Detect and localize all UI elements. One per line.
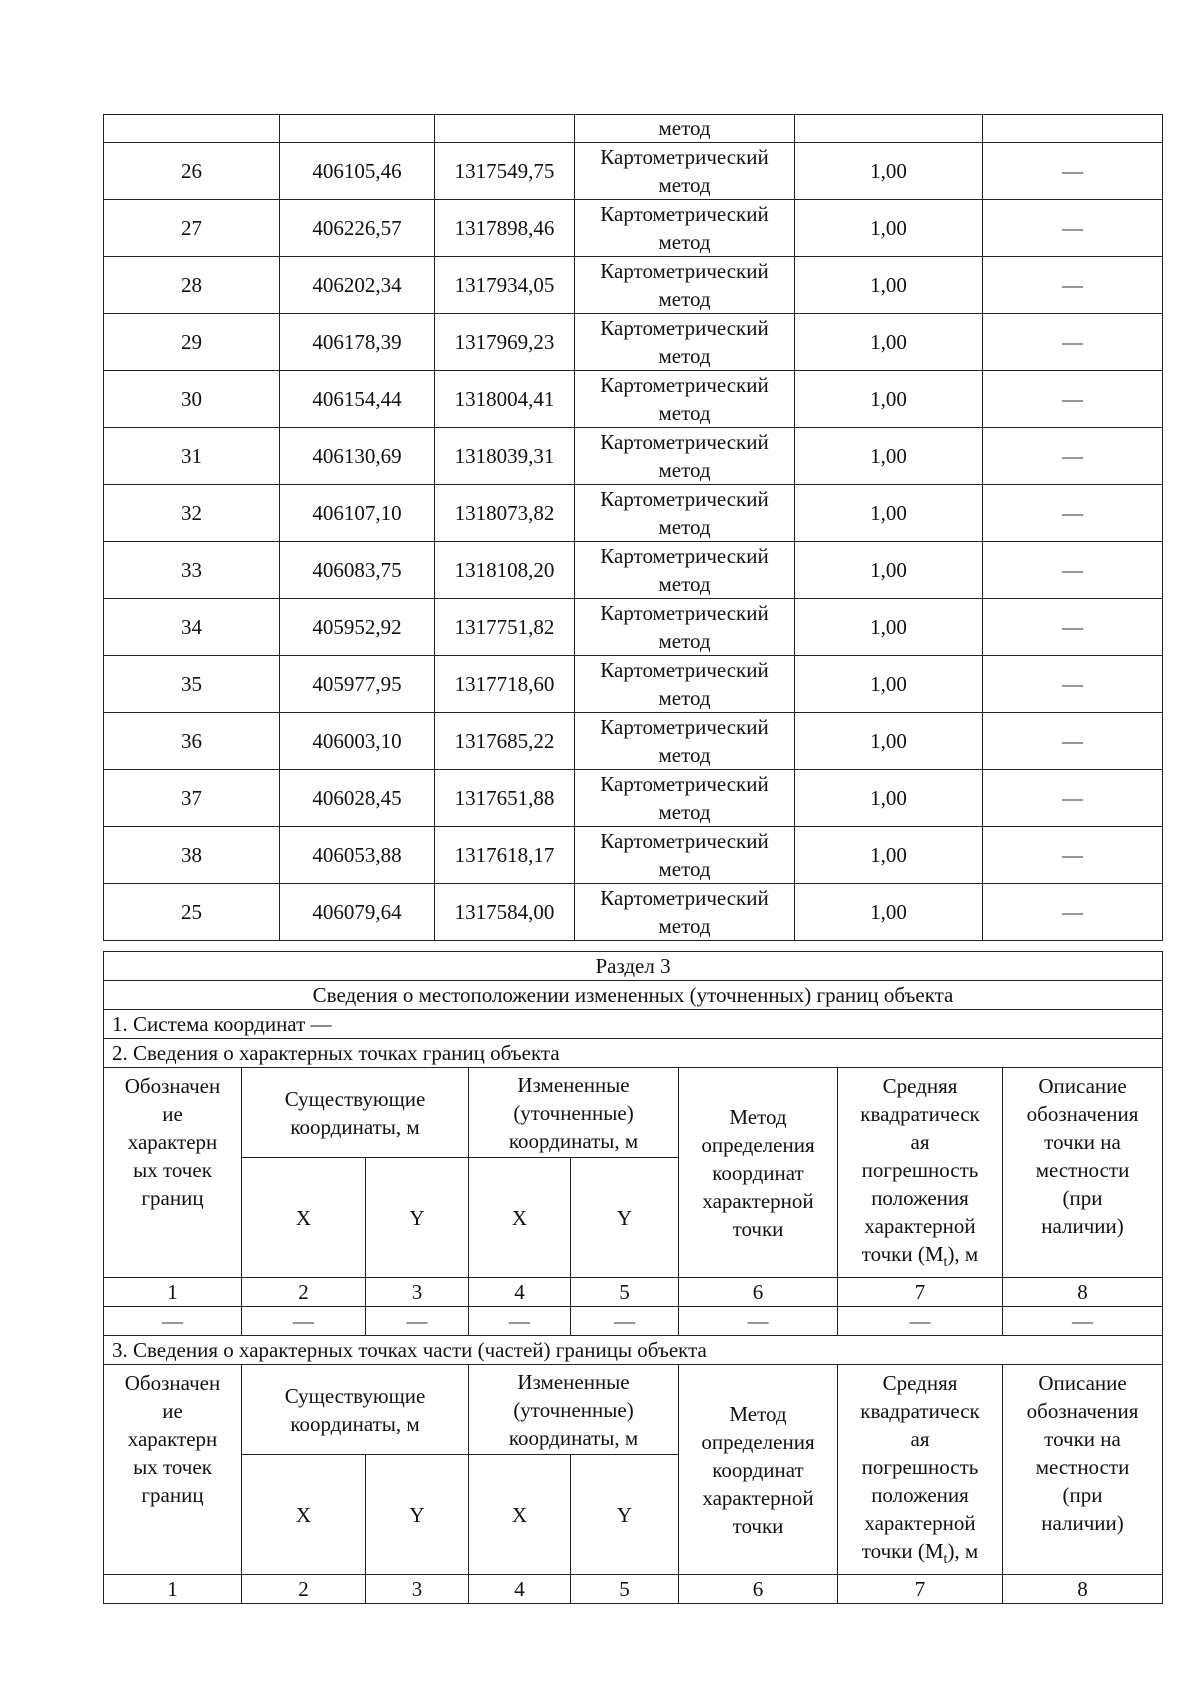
header-line: границ — [141, 1483, 204, 1508]
header-line: характерной — [702, 1188, 814, 1213]
empty-dash: — — [104, 1307, 242, 1336]
header-line: координаты, м — [508, 1128, 639, 1153]
description-dash: — — [983, 599, 1163, 656]
method-cell — [575, 485, 795, 542]
header-line — [838, 1240, 1002, 1277]
header-description — [1003, 1068, 1163, 1278]
description-dash: — — [983, 827, 1163, 884]
empty-row — [104, 1307, 1163, 1336]
method-line: Картометрический — [600, 772, 769, 796]
empty-dash: — — [679, 1307, 838, 1336]
accuracy-value: 1,00 — [795, 599, 983, 656]
header-description — [1003, 1365, 1163, 1575]
accuracy-value: 1,00 — [795, 827, 983, 884]
description-dash: — — [983, 884, 1163, 941]
description-dash: — — [983, 257, 1163, 314]
header-line: характерн — [127, 1427, 218, 1452]
description-dash: — — [983, 143, 1163, 200]
header-text: ), м — [947, 1539, 979, 1564]
header-line: точки — [732, 1216, 784, 1241]
description-dash: — — [983, 314, 1163, 371]
method-line: Картометрический — [600, 487, 769, 511]
header-line: точки — [732, 1513, 784, 1538]
header-point-designation — [104, 1068, 242, 1278]
header-line: ая — [910, 1427, 930, 1452]
table-row — [104, 143, 1163, 200]
header-line: Метод — [729, 1104, 787, 1129]
x-column-header: X — [242, 1455, 366, 1575]
x-coordinate: 406107,10 — [280, 485, 435, 542]
x-coordinate: 406130,69 — [280, 428, 435, 485]
method-line: метод — [658, 458, 711, 482]
column-number: 6 — [679, 1575, 838, 1604]
x-column-header: X — [469, 1455, 571, 1575]
column-number: 4 — [469, 1575, 571, 1604]
header-line: характерной — [702, 1485, 814, 1510]
section3-table — [103, 951, 1163, 1604]
point-number: 34 — [104, 599, 280, 656]
method-line: Картометрический — [600, 430, 769, 454]
method-line: метод — [658, 686, 711, 710]
table-row — [104, 428, 1163, 485]
table-row — [104, 200, 1163, 257]
point-number: 37 — [104, 770, 280, 827]
header-line: координат — [712, 1457, 804, 1482]
y-column-header: Y — [366, 1158, 469, 1278]
point-number: 33 — [104, 542, 280, 599]
accuracy-value: 1,00 — [795, 143, 983, 200]
section-title: Раздел 3 — [104, 952, 1163, 981]
method-cell — [575, 314, 795, 371]
description-dash: — — [983, 542, 1163, 599]
method-line: Картометрический — [600, 715, 769, 739]
method-cell — [575, 428, 795, 485]
description-dash: — — [983, 200, 1163, 257]
header-line: координат — [712, 1160, 804, 1185]
accuracy-value: 1,00 — [795, 656, 983, 713]
column-number: 4 — [469, 1278, 571, 1307]
y-coordinate: 1317898,46 — [435, 200, 575, 257]
empty-dash: — — [571, 1307, 679, 1336]
accuracy-value: 1,00 — [795, 371, 983, 428]
table-row — [104, 371, 1163, 428]
point-number: 28 — [104, 257, 280, 314]
header-line: (при — [1062, 1186, 1103, 1210]
x-column-header: X — [469, 1158, 571, 1278]
method-cell: метод — [575, 115, 795, 143]
header-block-part2 — [104, 1068, 1163, 1307]
method-cell — [575, 200, 795, 257]
x-coordinate: 406178,39 — [280, 314, 435, 371]
header-line: точки на — [1044, 1130, 1121, 1154]
empty-dash: — — [1003, 1307, 1163, 1336]
method-line: Картометрический — [600, 886, 769, 910]
subscript: t — [943, 1255, 948, 1271]
header-line: Обозначен — [124, 1371, 221, 1396]
method-line: метод — [658, 401, 711, 425]
point-number: 26 — [104, 143, 280, 200]
continuation-row — [104, 115, 1163, 143]
column-number: 2 — [242, 1278, 366, 1307]
column-number: 6 — [679, 1278, 838, 1307]
x-coordinate: 406083,75 — [280, 542, 435, 599]
y-coordinate: 1317969,23 — [435, 314, 575, 371]
x-coordinate: 406105,46 — [280, 143, 435, 200]
y-column-header: Y — [571, 1158, 679, 1278]
header-changed-coordinates — [469, 1068, 679, 1158]
table-row — [104, 599, 1163, 656]
subscript: t — [943, 1552, 948, 1568]
description-dash: — — [983, 770, 1163, 827]
header-line: (уточненные) — [513, 1100, 634, 1125]
x-coordinate: 406079,64 — [280, 884, 435, 941]
header-line: местности — [1035, 1455, 1130, 1480]
method-line: Картометрический — [600, 601, 769, 625]
table-row — [104, 884, 1163, 941]
header-text: точки (M — [861, 1539, 944, 1564]
description-dash: — — [983, 485, 1163, 542]
header-line: определения — [701, 1429, 815, 1454]
header-line: Описание — [1038, 1074, 1127, 1098]
method-line: метод — [658, 629, 711, 653]
y-column-header: Y — [366, 1455, 469, 1575]
point-number: 36 — [104, 713, 280, 770]
section-subtitle: Сведения о местоположении измененных (уточненных) границ объекта — [104, 981, 1163, 1010]
header-line: (уточненные) — [513, 1397, 634, 1422]
point-number: 25 — [104, 884, 280, 941]
part3-title: 3. Сведения о характерных точках части (частей) границы объекта — [104, 1336, 1163, 1365]
accuracy-value: 1,00 — [795, 314, 983, 371]
accuracy-value: 1,00 — [795, 257, 983, 314]
accuracy-value: 1,00 — [795, 884, 983, 941]
y-coordinate: 1317751,82 — [435, 599, 575, 656]
method-line: метод — [658, 344, 711, 368]
column-number: 5 — [571, 1278, 679, 1307]
table-row — [104, 542, 1163, 599]
header-line: наличии) — [1041, 1511, 1124, 1536]
header-line: характерной — [864, 1214, 976, 1238]
description-dash: — — [983, 656, 1163, 713]
method-line: метод — [658, 287, 711, 311]
header-line: погрешность — [861, 1455, 979, 1480]
method-cell — [575, 827, 795, 884]
empty-dash: — — [242, 1307, 366, 1336]
method-line: Картометрический — [600, 145, 769, 169]
method-cell — [575, 257, 795, 314]
method-cell — [575, 599, 795, 656]
y-coordinate: 1318004,41 — [435, 371, 575, 428]
point-number: 30 — [104, 371, 280, 428]
header-line: Измененные — [517, 1369, 630, 1394]
x-coordinate: 406226,57 — [280, 200, 435, 257]
table-row — [104, 770, 1163, 827]
method-line: Картометрический — [600, 544, 769, 568]
header-line: Средняя — [882, 1371, 958, 1396]
method-cell — [575, 656, 795, 713]
method-line: Картометрический — [600, 829, 769, 853]
header-line: Средняя — [882, 1074, 958, 1098]
y-coordinate: 1317618,17 — [435, 827, 575, 884]
method-cell — [575, 542, 795, 599]
header-line: характерной — [864, 1511, 976, 1536]
method-cell — [575, 143, 795, 200]
header-line: положения — [871, 1186, 969, 1210]
method-line: метод — [658, 800, 711, 824]
method-line: Картометрический — [600, 658, 769, 682]
header-line: наличии) — [1041, 1214, 1124, 1238]
column-number: 2 — [242, 1575, 366, 1604]
header-line: координаты, м — [508, 1425, 639, 1450]
header-line: погрешность — [861, 1158, 979, 1182]
table-row — [104, 827, 1163, 884]
header-text: точки (M — [861, 1242, 944, 1266]
accuracy-value: 1,00 — [795, 200, 983, 257]
header-line: Существующие — [284, 1086, 426, 1111]
method-line: метод — [658, 173, 711, 197]
column-number: 5 — [571, 1575, 679, 1604]
y-coordinate: 1318108,20 — [435, 542, 575, 599]
header-changed-coordinates — [469, 1365, 679, 1455]
header-line: ие — [162, 1102, 183, 1126]
accuracy-value: 1,00 — [795, 542, 983, 599]
coordinates-table — [103, 114, 1163, 941]
point-number: 27 — [104, 200, 280, 257]
method-cell — [575, 371, 795, 428]
method-line: Картометрический — [600, 373, 769, 397]
x-coordinate: 406028,45 — [280, 770, 435, 827]
y-coordinate: 1317934,05 — [435, 257, 575, 314]
header-line: Метод — [729, 1401, 787, 1426]
column-number: 3 — [366, 1278, 469, 1307]
accuracy-value: 1,00 — [795, 485, 983, 542]
column-number: 7 — [838, 1278, 1003, 1307]
empty-dash: — — [366, 1307, 469, 1336]
y-coordinate: 1317718,60 — [435, 656, 575, 713]
y-coordinate: 1317584,00 — [435, 884, 575, 941]
method-cell — [575, 884, 795, 941]
y-coordinate: 1318073,82 — [435, 485, 575, 542]
method-line: метод — [658, 857, 711, 881]
header-line: точки на — [1044, 1427, 1121, 1452]
column-number: 3 — [366, 1575, 469, 1604]
method-cell — [575, 770, 795, 827]
header-line: границ — [141, 1186, 204, 1210]
header-line: Обозначен — [124, 1074, 221, 1098]
header-line: ых точек — [133, 1455, 212, 1480]
accuracy-value: 1,00 — [795, 713, 983, 770]
column-number: 7 — [838, 1575, 1003, 1604]
header-line: координаты, м — [290, 1114, 420, 1139]
y-column-header: Y — [571, 1455, 679, 1575]
y-coordinate: 1317651,88 — [435, 770, 575, 827]
header-accuracy — [838, 1365, 1003, 1575]
header-existing-coordinates — [242, 1068, 469, 1158]
x-coordinate: 406154,44 — [280, 371, 435, 428]
point-number: 31 — [104, 428, 280, 485]
description-dash: — — [983, 371, 1163, 428]
header-line: координаты, м — [290, 1411, 420, 1436]
point-number: 29 — [104, 314, 280, 371]
header-line: обозначения — [1026, 1399, 1139, 1424]
header-line: квадратическ — [860, 1399, 980, 1424]
x-coordinate: 405952,92 — [280, 599, 435, 656]
header-line: квадратическ — [860, 1102, 980, 1126]
header-line: Существующие — [284, 1383, 426, 1408]
header-method — [679, 1068, 838, 1278]
header-accuracy — [838, 1068, 1003, 1278]
table-row — [104, 485, 1163, 542]
header-line: обозначения — [1026, 1102, 1139, 1126]
method-line: метод — [658, 515, 711, 539]
header-line: ая — [910, 1130, 930, 1154]
method-line: метод — [658, 743, 711, 767]
method-cell — [575, 713, 795, 770]
x-coordinate: 406202,34 — [280, 257, 435, 314]
method-line: метод — [658, 914, 711, 938]
method-line: Картометрический — [600, 202, 769, 226]
column-number: 1 — [104, 1278, 242, 1307]
empty-dash: — — [838, 1307, 1003, 1336]
y-coordinate: 1317685,22 — [435, 713, 575, 770]
method-line: метод — [658, 230, 711, 254]
header-line: Описание — [1038, 1371, 1127, 1396]
method-line: Картометрический — [600, 259, 769, 283]
x-coordinate: 406003,10 — [280, 713, 435, 770]
accuracy-value: 1,00 — [795, 428, 983, 485]
x-column-header: X — [242, 1158, 366, 1278]
header-method — [679, 1365, 838, 1575]
column-number: 8 — [1003, 1575, 1163, 1604]
part2-title: 2. Сведения о характерных точках границ объекта — [104, 1039, 1163, 1068]
table-row — [104, 257, 1163, 314]
header-point-designation — [104, 1365, 242, 1575]
accuracy-value: 1,00 — [795, 770, 983, 827]
point-number: 32 — [104, 485, 280, 542]
description-dash: — — [983, 428, 1163, 485]
header-line — [838, 1537, 1002, 1574]
empty-dash: — — [469, 1307, 571, 1336]
header-existing-coordinates — [242, 1365, 469, 1455]
table-row — [104, 314, 1163, 371]
x-coordinate: 406053,88 — [280, 827, 435, 884]
column-number: 8 — [1003, 1278, 1163, 1307]
y-coordinate: 1318039,31 — [435, 428, 575, 485]
coord-system: 1. Система координат — — [104, 1010, 1163, 1039]
method-line: Картометрический — [600, 316, 769, 340]
header-line: ие — [162, 1399, 183, 1424]
column-number: 1 — [104, 1575, 242, 1604]
description-dash: — — [983, 713, 1163, 770]
table-row — [104, 713, 1163, 770]
table-row — [104, 656, 1163, 713]
header-line: определения — [701, 1132, 815, 1157]
header-line: местности — [1035, 1158, 1130, 1182]
method-line: метод — [658, 572, 711, 596]
header-line: Измененные — [517, 1072, 630, 1097]
header-text: ), м — [947, 1242, 979, 1266]
point-number: 35 — [104, 656, 280, 713]
x-coordinate: 405977,95 — [280, 656, 435, 713]
point-number: 38 — [104, 827, 280, 884]
y-coordinate: 1317549,75 — [435, 143, 575, 200]
header-line: ых точек — [133, 1158, 212, 1182]
header-line: (при — [1062, 1483, 1103, 1508]
header-block-part3 — [104, 1365, 1163, 1604]
header-line: характерн — [127, 1130, 218, 1154]
header-line: положения — [871, 1483, 969, 1508]
